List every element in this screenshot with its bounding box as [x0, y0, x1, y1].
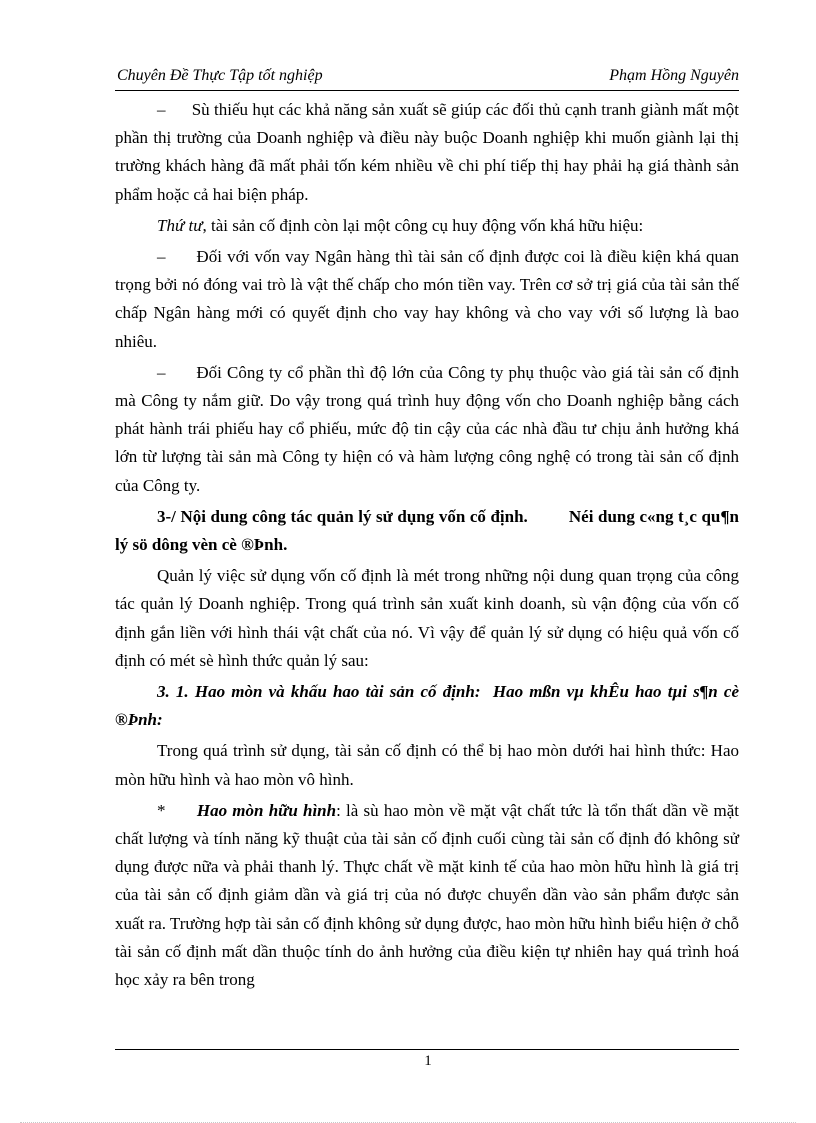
page-header [115, 62, 739, 91]
header-author-name: Phạm Hồng Nguyên [609, 67, 739, 84]
bullet-marker: * [157, 800, 197, 820]
paragraph-joint-stock: – Đối Công ty cổ phần thì độ lớn của Công ty phụ thuộc vào giá tài sản cố định mà Công ty nắm giữ. Do vậy trong quá trình huy động vốn cho Doanh nghiệp bằng cách phát hành trái phiếu hay cổ phiếu, mức độ tin cậy của các nhà đầu tư chịu ảnh hưởng khá lớn từ lượng tài sản mà Công ty hiện có và hàm lượng công nghệ có trong tài sản cố định của Công ty. [115, 362, 739, 495]
section-heading-3-1 [115, 678, 739, 734]
paragraph-depreciation-forms: Trong quá trình sử dụng, tài sản cố định có thể bị hao mòn dưới hai hình thức: Hao mòn hữu hình và hao mòn vô hình. [115, 741, 739, 789]
paragraph-management: Quản lý việc sử dụng vốn cố định là mét trong những nội dung quan trọng của công tác quản lý Doanh nghiệp. Trong quá trình sản xuất kinh doanh, sù vận động của vốn cố định gắn liền với hình thái vật chất của nó. Vì vậy để quản lý sử dụng có hiệu quả vốn cố định có mét sè hình thức quản lý sau: [115, 566, 739, 670]
document-body [115, 96, 739, 994]
paragraph-bank-loan: – Đối với vốn vay Ngân hàng thì tài sản cố định được coi là điều kiện khá quan trọng bởi nó đóng vai trò là vật thế chấp cho món tiền vay. Trên cơ sở trị giá của tài sản thế chấp Ngân hàng mới có quyết định cho vay hay không và cho vay với số lượng là bao nhiêu. [115, 247, 739, 351]
section-heading-3 [115, 503, 739, 559]
tangible-wear-text: : là sù hao mòn về mặt vật chất tức là tổn thất dần về mặt chất lượng và tính năng kỹ thuật của tài sản cố định cuối cùng tài sản cố định đó không sử dụng được nữa và phải thanh lý. Thực chất về mặt kinh tế của hao mòn hữu hình là giá trị của tài sản cố định giảm dần và giá trị của nó được chuyển dần vào sản phẩm được sản xuất ra. Trường hợp tài sản cố định không sử dụng được, hao mòn hữu hình biểu hiện ở chỗ tài sản cố định mất dần thuộc tính do ảnh hưởng của điều kiện tự nhiên hay quá trình hoá học xảy ra bên trong [115, 800, 740, 990]
page-number: 1 [424, 1053, 432, 1069]
fourth-point-lead: Thứ tư [157, 215, 203, 235]
paragraph-tangible-wear [115, 797, 739, 994]
paragraph-production-shortfall: – Sù thiếu hụt các khả năng sản xuất sẽ giúp các đối thủ cạnh tranh giành mất một phần thị trường của Doanh nghiệp và điều này buộc Doanh nghiệp khi muốn giành lại thị trường khách hàng đã mất phải tốn kém nhiều về chi phí tiếp thị hay phải hạ giá thành sản phẩm hoặc cả hai biện pháp. [115, 100, 739, 204]
paragraph-fourth-point [115, 212, 739, 240]
footer-divider [115, 1049, 739, 1050]
section-heading-3-text: 3-/ Nội dung công tác quản lý sử dụng vốn cố định. Néi dung c«ng t¸c qu¶n lý sö dông vèn cè ®Þnh. [115, 506, 739, 555]
tangible-wear-term: Hao mòn hữu hình [196, 800, 337, 820]
section-heading-3-1-text: 3. 1. Hao mòn và khấu hao tài sản cố định: Hao mßn vµ khÊu hao tµi s¶n cè ®Þnh: [115, 682, 739, 730]
fourth-point-text: , tài sản cố định còn lại một công cụ huy động vốn khá hữu hiệu: [202, 215, 644, 235]
header-document-title: Chuyên Đề Thực Tập tốt nghiệp [117, 67, 323, 84]
